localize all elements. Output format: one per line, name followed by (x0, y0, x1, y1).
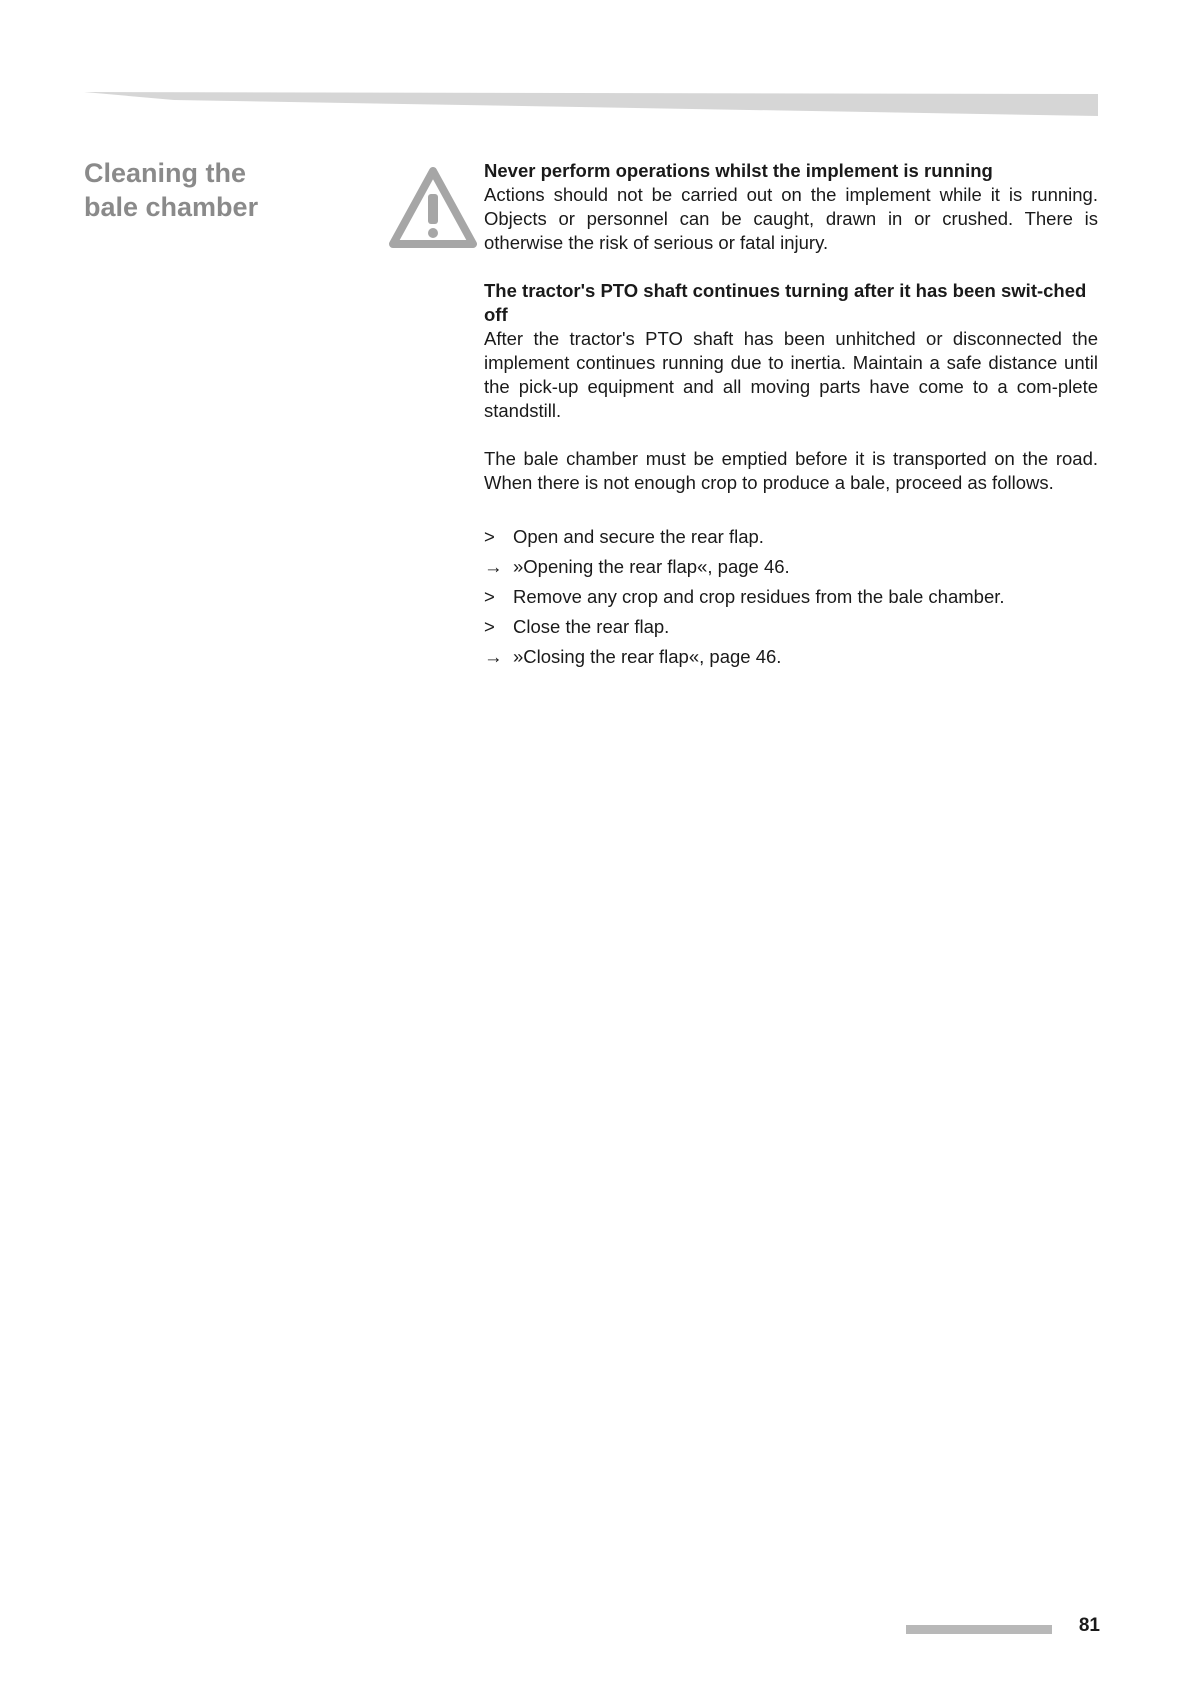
step-text: Remove any crop and crop residues from the bale chamber. (513, 586, 1005, 607)
step-item (484, 615, 1098, 645)
warning-heading: The tractor's PTO shaft continues turning after it has been swit-ched off (484, 280, 1087, 325)
step-item (484, 585, 1098, 615)
step-bullet: > (484, 526, 495, 547)
step-item[interactable] (484, 555, 1098, 585)
page-number: 81 (1078, 1615, 1100, 1636)
footer-bar (906, 1625, 1052, 1634)
step-list (484, 525, 1098, 675)
cross-reference-arrow-icon: → (484, 646, 503, 667)
warning-body: After the tractor's PTO shaft has been unhitched or disconnected the implement continues running due to inertia. Maintain a safe distance until the pick-up equipment and all moving parts have come to a com-plete standstill. (484, 328, 1098, 421)
step-item[interactable] (484, 645, 1098, 675)
section-title-line-1: Cleaning the (84, 158, 247, 188)
step-bullet: > (484, 586, 495, 607)
step-text: Open and secure the rear flap. (513, 526, 764, 547)
step-bullet: > (484, 616, 495, 637)
warning-block-2 (484, 279, 1098, 423)
warning-heading: Never perform operations whilst the implement is running (484, 160, 993, 181)
section-title-line-2: bale chamber (84, 192, 259, 222)
step-text: Close the rear flap. (513, 616, 670, 637)
section-title (84, 156, 384, 224)
main-content (484, 159, 1098, 675)
warning-triangle-icon (388, 166, 478, 252)
warning-body: Actions should not be carried out on the implement while it is running. Objects or personnel can be caught, drawn in or crushed. There is otherwise the risk of serious or fatal injury. (484, 184, 1098, 253)
intro-paragraph: The bale chamber must be emptied before it is transported on the road. When there is not enough crop to produce a bale, proceed as follows. (484, 448, 1098, 493)
header-band (84, 90, 1098, 116)
cross-reference-link[interactable]: »Opening the rear flap«, page 46. (513, 556, 790, 577)
cross-reference-link[interactable]: »Closing the rear flap«, page 46. (513, 646, 782, 667)
warning-block-1 (484, 159, 1098, 255)
cross-reference-arrow-icon: → (484, 556, 503, 577)
step-item (484, 525, 1098, 555)
